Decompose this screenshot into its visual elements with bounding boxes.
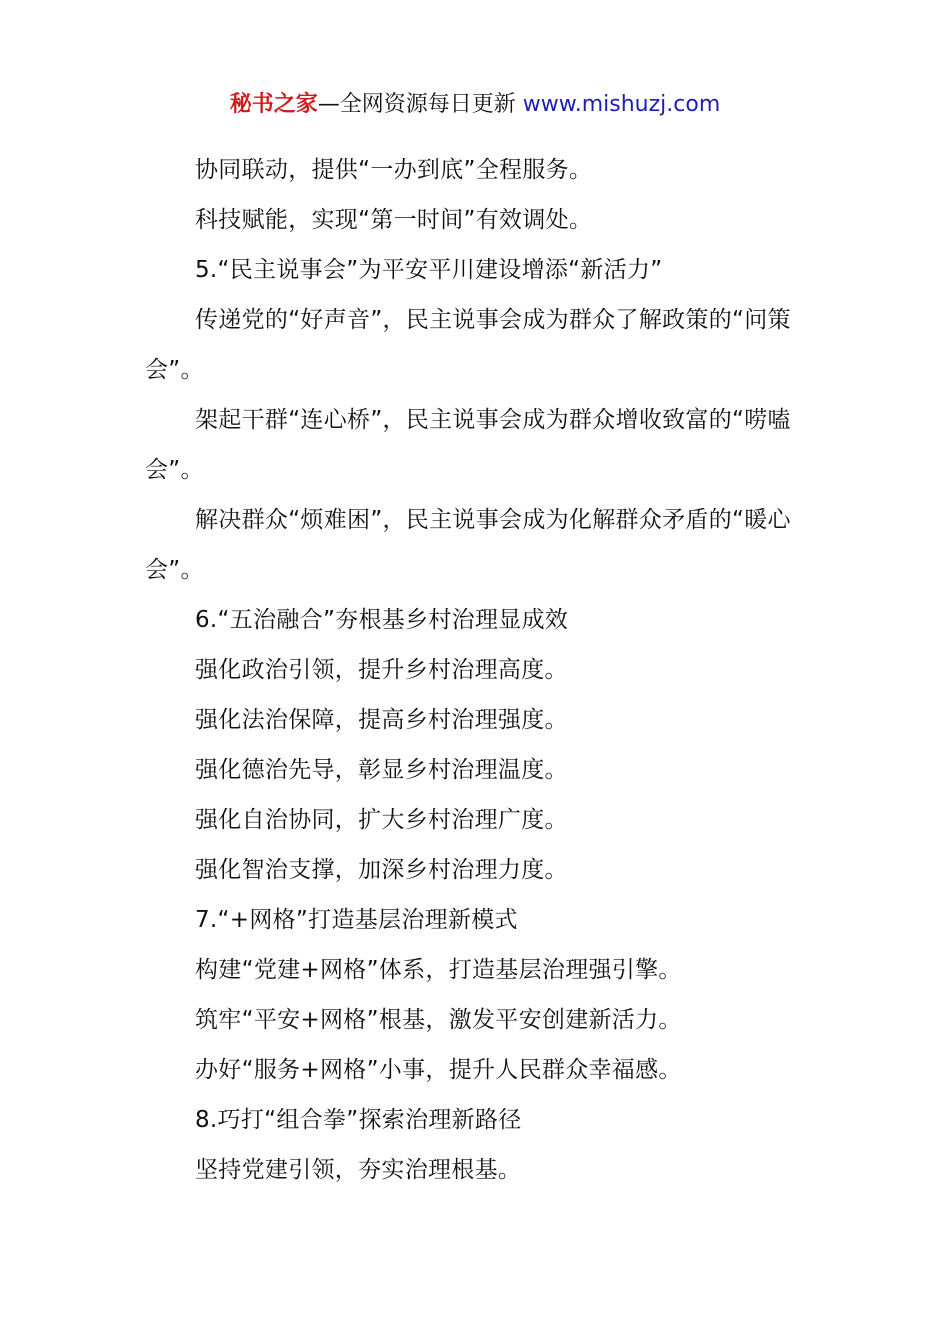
paragraph: 强化德治先导，彰显乡村治理温度。: [195, 757, 568, 783]
page-header: [0, 88, 950, 122]
paragraph: 协同联动，提供“一办到底”全程服务。: [195, 157, 593, 183]
paragraph: 解决群众“烦难困”，民主说事会成为化解群众矛盾的“暖心会”。: [145, 507, 791, 583]
paragraph: 办好“服务+网格”小事，提升人民群众幸福感。: [195, 1057, 682, 1083]
paragraph: 筑牢“平安+网格”根基，激发平安创建新活力。: [195, 1007, 682, 1033]
paragraph: 强化智治支撑，加深乡村治理力度。: [195, 857, 568, 883]
paragraph: 构建“党建+网格”体系，打造基层治理强引擎。: [195, 957, 682, 983]
paragraph: 坚持党建引领，夯实治理根基。: [195, 1157, 522, 1183]
paragraph: 强化自治协同，扩大乡村治理广度。: [195, 807, 568, 833]
section-heading: 8.巧打“组合拳”探索治理新路径: [195, 1107, 522, 1133]
paragraph: 强化政治引领，提升乡村治理高度。: [195, 657, 568, 683]
document-body: [145, 145, 807, 1195]
section-heading: 7.“+网格”打造基层治理新模式: [195, 907, 518, 933]
header-url[interactable]: www.mishuzj.com: [522, 92, 721, 117]
paragraph: 强化法治保障，提高乡村治理强度。: [195, 707, 568, 733]
paragraph: 传递党的“好声音”，民主说事会成为群众了解政策的“问策会”。: [145, 307, 791, 383]
paragraph: 科技赋能，实现“第一时间”有效调处。: [195, 207, 593, 233]
section-heading: 5.“民主说事会”为平安平川建设增添“新活力”: [195, 257, 663, 283]
brand-name: 秘书之家: [229, 92, 318, 117]
paragraph: 架起干群“连心桥”，民主说事会成为群众增收致富的“唠嗑会”。: [145, 407, 791, 483]
header-tagline: —全网资源每日更新: [317, 92, 523, 117]
section-heading: 6.“五治融合”夯根基乡村治理显成效: [195, 607, 569, 633]
